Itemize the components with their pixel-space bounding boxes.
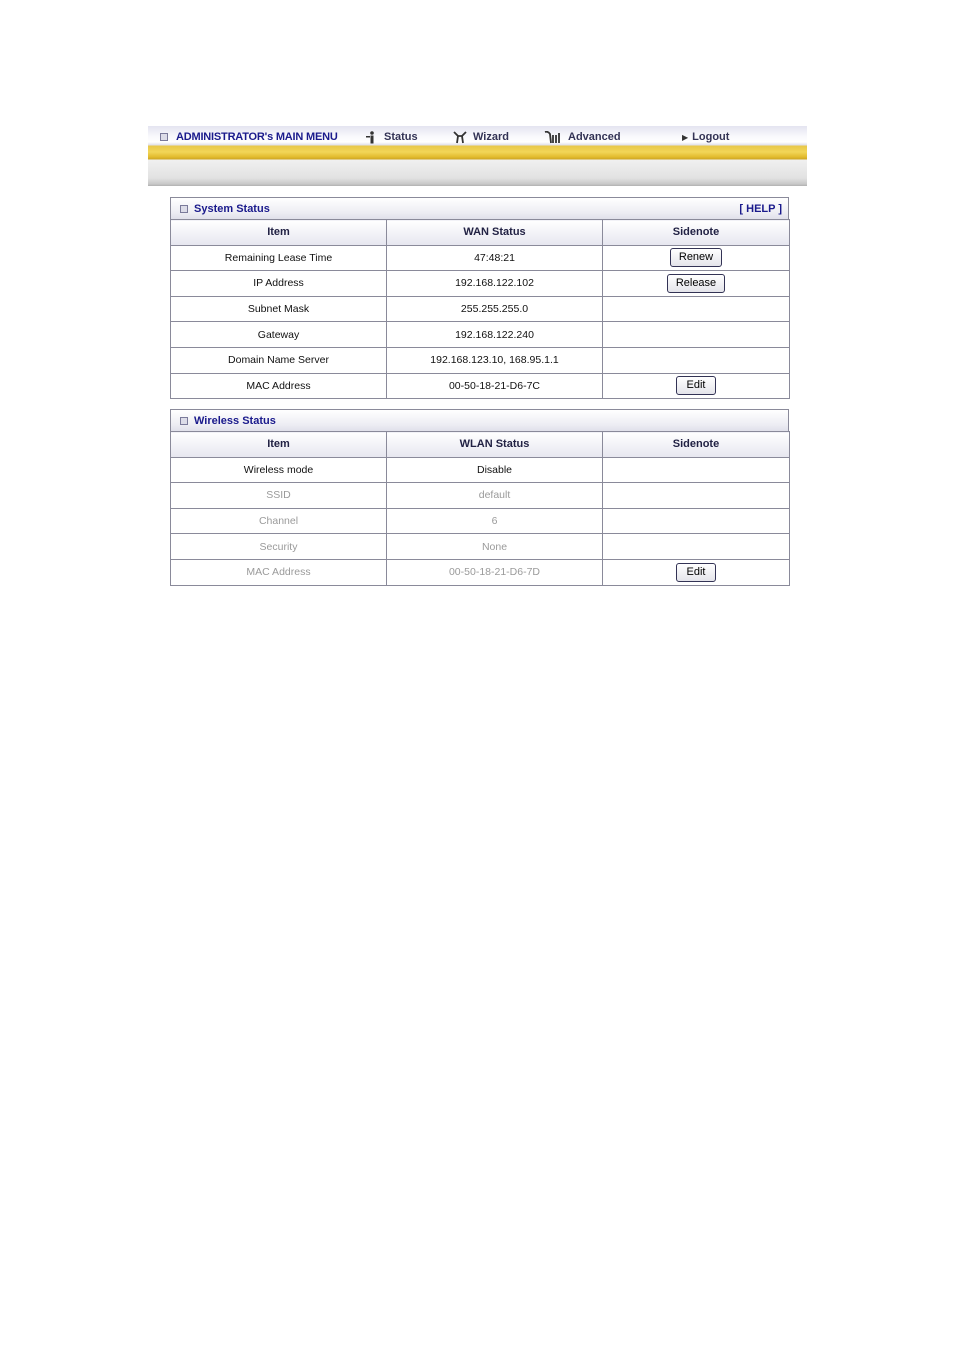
row-sidenote bbox=[603, 373, 790, 399]
row-sidenote bbox=[603, 508, 790, 534]
arrow-right-icon: ▶ bbox=[682, 132, 689, 142]
nav-wizard[interactable] bbox=[453, 129, 509, 145]
table-row bbox=[171, 322, 790, 348]
nav-status[interactable] bbox=[364, 129, 418, 145]
system-status-title: System Status bbox=[194, 202, 270, 215]
column-header: Sidenote bbox=[603, 432, 790, 458]
wireless-status-title: Wireless Status bbox=[194, 414, 276, 427]
row-item-label: IP Address bbox=[171, 271, 387, 297]
row-item-label: Remaining Lease Time bbox=[171, 245, 387, 271]
release-button[interactable]: Release bbox=[667, 274, 725, 293]
help-link[interactable]: [ HELP ] bbox=[739, 202, 782, 215]
wireless-status-header bbox=[170, 409, 789, 431]
row-sidenote bbox=[603, 271, 790, 297]
row-sidenote bbox=[603, 457, 790, 483]
system-status-table bbox=[170, 219, 790, 399]
row-sidenote bbox=[603, 534, 790, 560]
row-value: 255.255.255.0 bbox=[387, 296, 603, 322]
nav-status-label: Status bbox=[384, 131, 418, 143]
row-item-label: Domain Name Server bbox=[171, 347, 387, 373]
column-header: Sidenote bbox=[603, 220, 790, 246]
table-row bbox=[171, 271, 790, 297]
wizard-tools-icon bbox=[453, 131, 467, 144]
nav-wizard-label: Wizard bbox=[473, 131, 509, 143]
table-row bbox=[171, 483, 790, 509]
row-value: default bbox=[387, 483, 603, 509]
renew-button[interactable]: Renew bbox=[670, 248, 722, 267]
table-row bbox=[171, 373, 790, 399]
row-value: 00-50-18-21-D6-7D bbox=[387, 559, 603, 585]
row-sidenote bbox=[603, 559, 790, 585]
row-item-label: MAC Address bbox=[171, 559, 387, 585]
column-header: WLAN Status bbox=[387, 432, 603, 458]
wireless-status-table bbox=[170, 431, 790, 586]
row-item-label: MAC Address bbox=[171, 373, 387, 399]
admin-menu-title bbox=[160, 129, 338, 145]
table-header-row bbox=[171, 432, 790, 458]
table-header-row bbox=[171, 220, 790, 246]
row-item-label: Wireless mode bbox=[171, 457, 387, 483]
row-value: 192.168.123.10, 168.95.1.1 bbox=[387, 347, 603, 373]
edit-wlan-mac-button[interactable]: Edit bbox=[676, 563, 717, 582]
row-value: 00-50-18-21-D6-7C bbox=[387, 373, 603, 399]
row-item-label: Subnet Mask bbox=[171, 296, 387, 322]
table-row bbox=[171, 457, 790, 483]
row-value: 192.168.122.240 bbox=[387, 322, 603, 348]
system-status-panel bbox=[170, 197, 789, 399]
square-bullet-icon bbox=[160, 133, 168, 141]
nav-advanced-label: Advanced bbox=[568, 131, 621, 143]
nav-logout-label: Logout bbox=[692, 131, 730, 143]
table-row bbox=[171, 245, 790, 271]
square-bullet-icon bbox=[180, 417, 188, 425]
edit-wan-mac-button[interactable]: Edit bbox=[676, 376, 717, 395]
nav-logout[interactable] bbox=[682, 129, 729, 145]
row-value: None bbox=[387, 534, 603, 560]
column-header: WAN Status bbox=[387, 220, 603, 246]
row-sidenote bbox=[603, 347, 790, 373]
table-row bbox=[171, 559, 790, 585]
row-item-label: Gateway bbox=[171, 322, 387, 348]
row-value: 47:48:21 bbox=[387, 245, 603, 271]
table-row bbox=[171, 508, 790, 534]
main-menu-bar bbox=[148, 126, 807, 186]
wireless-status-panel bbox=[170, 409, 789, 586]
row-item-label: SSID bbox=[171, 483, 387, 509]
row-value: 192.168.122.102 bbox=[387, 271, 603, 297]
row-sidenote bbox=[603, 483, 790, 509]
table-row bbox=[171, 347, 790, 373]
system-status-header bbox=[170, 197, 789, 219]
row-value: Disable bbox=[387, 457, 603, 483]
status-person-icon bbox=[364, 131, 378, 144]
row-sidenote bbox=[603, 296, 790, 322]
table-row bbox=[171, 296, 790, 322]
column-header: Item bbox=[171, 432, 387, 458]
row-item-label: Security bbox=[171, 534, 387, 560]
row-value: 6 bbox=[387, 508, 603, 534]
row-sidenote bbox=[603, 322, 790, 348]
square-bullet-icon bbox=[180, 205, 188, 213]
column-header: Item bbox=[171, 220, 387, 246]
row-sidenote bbox=[603, 245, 790, 271]
admin-menu-label: ADMINISTRATOR's MAIN MENU bbox=[176, 131, 338, 143]
table-row bbox=[171, 534, 790, 560]
row-item-label: Channel bbox=[171, 508, 387, 534]
nav-advanced[interactable] bbox=[544, 129, 621, 145]
advanced-tools-icon bbox=[544, 131, 562, 144]
